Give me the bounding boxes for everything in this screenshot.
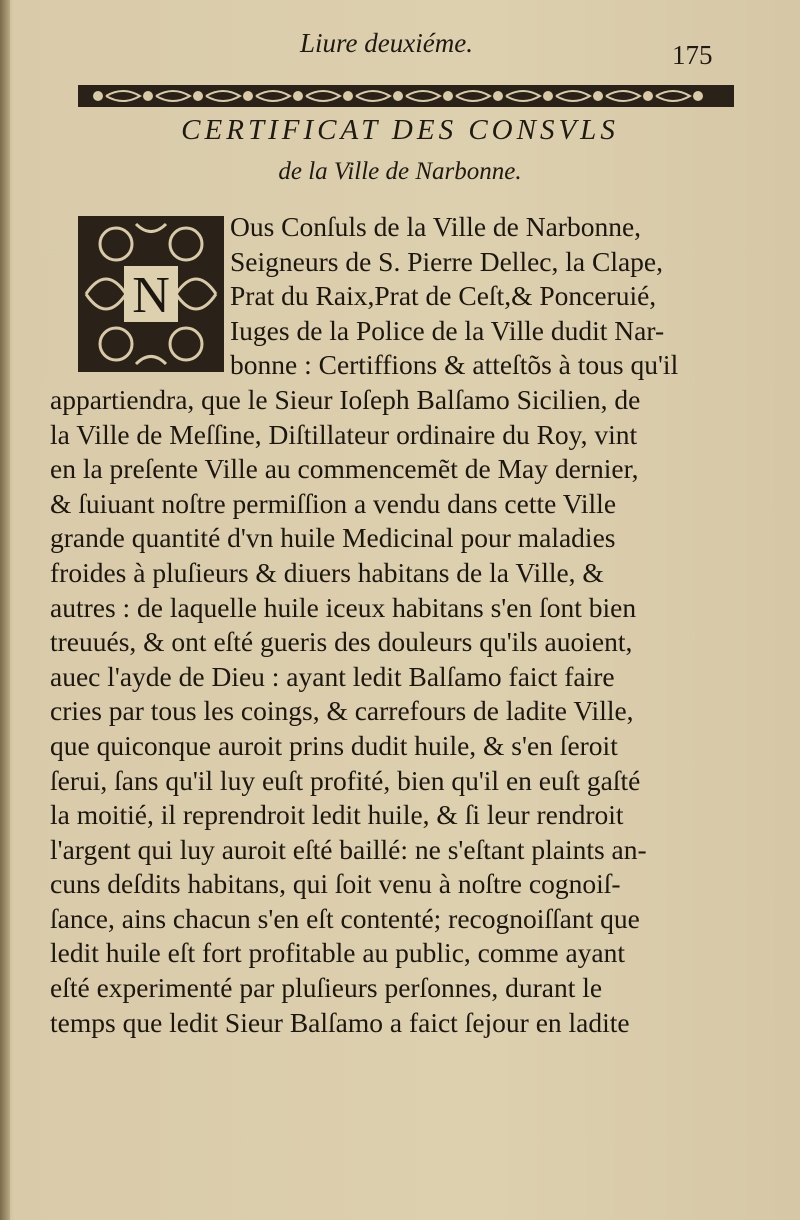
text-line: la moitié, il reprendroit ledit huile, & ſi leur rendroit [50, 799, 624, 831]
running-head: Liure deuxiéme. [300, 28, 473, 58]
text-line: & ſuiuant noſtre permiſſion a vendu dans cette Ville [50, 487, 617, 519]
text-line: ledit huile eſt fort profitable au public, comme ayant [50, 937, 626, 969]
text-line: appartiendra, que le Sieur Ioſeph Balſamo Sicilien, de [50, 383, 641, 415]
text-line: ſance, ains chacun s'en eſt contenté; recognoiſſant que [50, 902, 640, 934]
text-line: auec l'ayde de Dieu : ayant ledit Balſamo faict faire [50, 660, 615, 692]
certificate-body [50, 210, 740, 1040]
text-line: Prat du Raix,Prat de Ceſt,& Ponceruié, [230, 280, 657, 312]
text-line: Iuges de la Police de la Ville dudit Nar- [230, 314, 665, 346]
text-line: en la preſente Ville au commencemẽt de May dernier, [50, 453, 639, 485]
text-line: l'argent qui luy auroit eſté baillé: ne s'eſtant plaints an- [50, 833, 647, 865]
text-line: treuués, & ont eſté gueris des douleurs qu'ils auoient, [50, 626, 633, 658]
text-line: la Ville de Meſſine, Diſtillateur ordinaire du Roy, vint [50, 418, 638, 450]
text-line: grande quantité d'vn huile Medicinal pour maladies [50, 522, 616, 554]
certificate-title: CERTIFICAT DES CONSVLS [181, 114, 619, 146]
text-line: eſté experimenté par pluſieurs perſonnes, durant le [50, 972, 603, 1004]
text-line: Ous Conſuls de la Ville de Narbonne, [230, 211, 642, 242]
text-line: autres : de laquelle huile iceux habitans s'en ſont bien [50, 591, 637, 623]
text-line: Seigneurs de S. Pierre Dellec, la Clape, [230, 245, 663, 277]
text-line: cries par tous les coings, & carrefours de ladite Ville, [50, 695, 634, 727]
text-line: cuns deſdits habitans, qui ſoit venu à noſtre cognoiſ- [50, 868, 621, 900]
text-line: temps que ledit Sieur Balſamo a faict ſejour en ladite [50, 1006, 630, 1038]
certificate-subtitle: de la Ville de Narbonne. [278, 158, 522, 185]
text-line: que quiconque auroit prins dudit huile, & s'en ſeroit [50, 729, 618, 761]
page-number: 175 [672, 40, 713, 70]
dropcap-letter: N [132, 267, 170, 324]
text-line: froides à pluſieurs & diuers habitans de la Ville, & [50, 556, 604, 588]
text-line: ſerui, ſans qu'il luy euſt profité, bien qu'il en euſt gaſté [50, 764, 641, 796]
ornament-band [78, 82, 734, 110]
text-line: bonne : Certiffions & atteſtõs à tous qu'il [230, 349, 679, 381]
